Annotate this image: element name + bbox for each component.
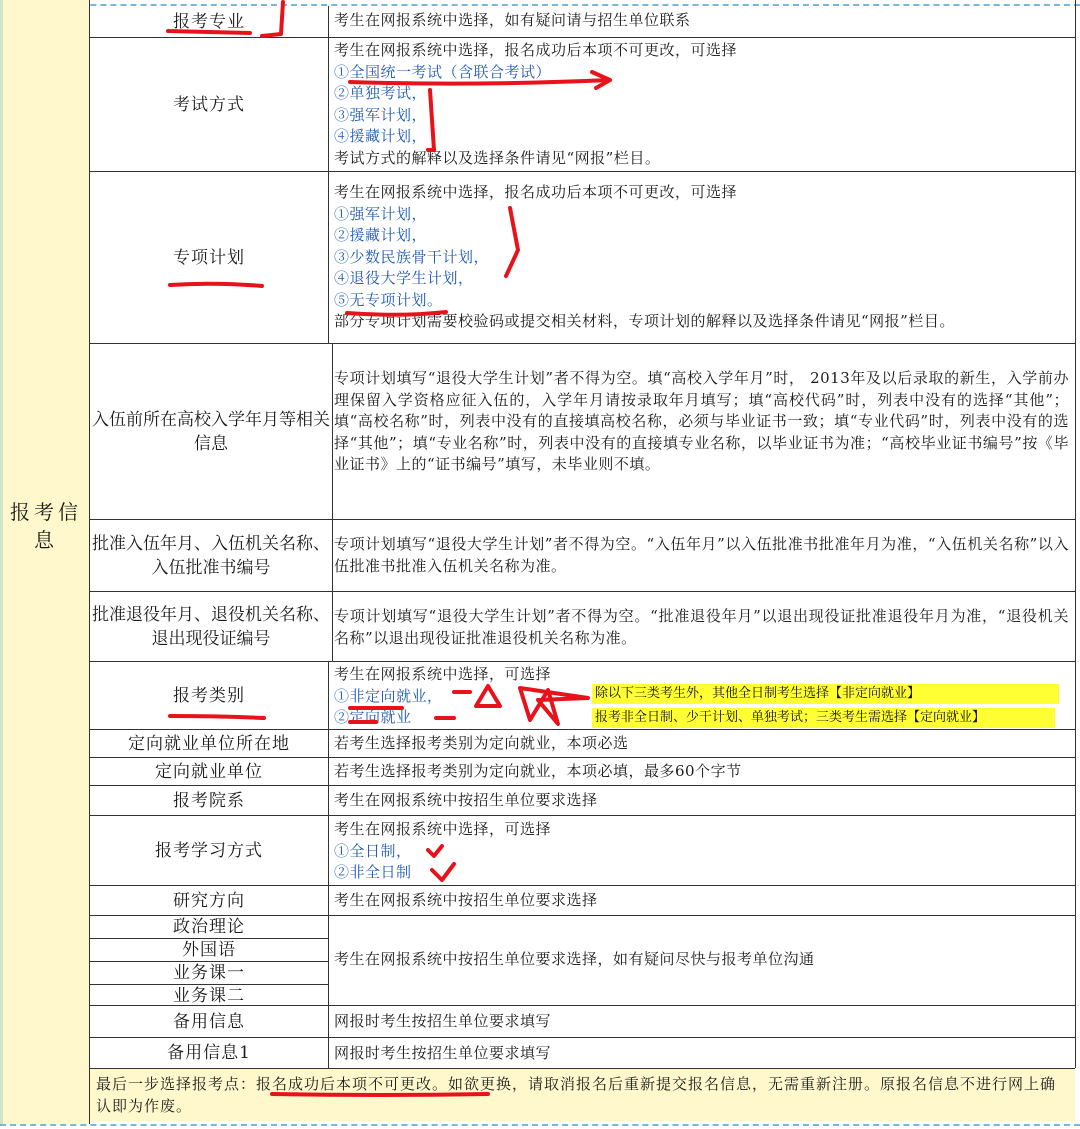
row-label: 定向就业单位所在地 bbox=[90, 730, 329, 757]
option-item: ②援藏计划， bbox=[334, 226, 428, 244]
subject-labels bbox=[90, 916, 329, 1005]
final-note: 最后一步选择报考点：报名成功后本项不可更改。如欲更换，请取消报名后重新提交报名信息，无需重新注册。原报名信息不进行网上确认即为作废。 bbox=[90, 1069, 1075, 1121]
side-label: 报考信息 bbox=[10, 500, 82, 552]
side-label-column bbox=[0, 0, 90, 1124]
row-content: 考生在网报系统中按招生单位要求选择 bbox=[334, 791, 598, 809]
option-item: ②非全日制 bbox=[334, 863, 412, 881]
option-item: ①非定向就业， bbox=[334, 686, 443, 705]
table-row-major bbox=[90, 6, 1075, 38]
table-row-research-direction bbox=[90, 886, 1075, 916]
row-content: 专项计划填写“退役大学生计划”者不得为空。“批准退役年月”以退出现役证批准退役年月为准，“退役机关名称”以退出现役证批准退役机关名称为准。 bbox=[334, 607, 1069, 647]
option-item: ④援藏计划， bbox=[334, 127, 428, 145]
subject-course-two: 业务课二 bbox=[173, 986, 245, 1006]
option-item: ②单独考试， bbox=[334, 84, 428, 102]
row-content: 网报时考生按招生单位要求填写 bbox=[334, 1044, 552, 1062]
table-row-department bbox=[90, 786, 1075, 816]
table-row-exam-method bbox=[90, 38, 1075, 172]
row-content: 考生在网报系统中选择，如有疑问请与招生单位联系 bbox=[334, 11, 691, 29]
table-row-directed-unit bbox=[90, 758, 1075, 786]
option-item: ②定向就业 bbox=[334, 708, 412, 726]
row-label: 备用信息1 bbox=[90, 1038, 329, 1068]
row-label: 报考专业 bbox=[90, 6, 329, 37]
row-label: 批准入伍年月、入伍机关名称、入伍批准书编号 bbox=[90, 520, 333, 591]
bottom-dashed-border bbox=[0, 1124, 1080, 1129]
table-row-special-plan bbox=[90, 172, 1075, 344]
subject-course-one: 业务课一 bbox=[90, 962, 328, 985]
option-item: ③强军计划， bbox=[334, 105, 428, 124]
row-content: 考生在网报系统中选择，报名成功后本项不可更改，可选择 ①全国统一考试（含联合考试） ②单独考试， ③强军计划， ④援藏计划， 考试方式的解释以及选择条件请见“网报”栏目。 bbox=[334, 38, 1069, 171]
table-row-directed-location bbox=[90, 730, 1075, 758]
row-content: 网报时考生按招生单位要求填写 bbox=[334, 1012, 552, 1030]
table-right-border bbox=[1075, 0, 1076, 1068]
option-item: ①全国统一考试（含联合考试） bbox=[334, 62, 552, 81]
option-item: ⑤无专项计划。 bbox=[334, 290, 443, 309]
row-content: 考生在网报系统中选择，可选择 ①全日制， ②非全日制 bbox=[334, 816, 1069, 885]
row-label: 批准退役年月、退役机关名称、退出现役证编号 bbox=[90, 592, 333, 661]
table-row-exam-subjects bbox=[90, 916, 1075, 1006]
row-label: 报考学习方式 bbox=[90, 816, 329, 885]
option-item: ①强军计划， bbox=[334, 204, 428, 223]
left-edge-strip bbox=[0, 0, 3, 1124]
table-row-enlistment bbox=[90, 520, 1075, 592]
subject-foreign-language: 外国语 bbox=[90, 939, 328, 962]
highlight-note: 除以下三类考生外，其他全日制考生选择【非定向就业】 bbox=[592, 684, 1059, 704]
row-label: 专项计划 bbox=[90, 172, 329, 343]
subject-politics: 政治理论 bbox=[90, 916, 328, 939]
row-label: 入伍前所在高校入学年月等相关信息 bbox=[90, 344, 333, 519]
table-row-study-mode bbox=[90, 816, 1075, 886]
option-item: ④退役大学生计划， bbox=[334, 269, 474, 287]
row-content: 若考生选择报考类别为定向就业，本项必填，最多60个字节 bbox=[334, 762, 742, 780]
option-item: ③少数民族骨干计划， bbox=[334, 247, 490, 266]
row-label: 报考院系 bbox=[90, 786, 329, 815]
row-label: 定向就业单位 bbox=[90, 758, 329, 785]
option-item: ①全日制， bbox=[334, 841, 412, 860]
row-content: 考生在网报系统中按招生单位要求选择 bbox=[334, 891, 598, 909]
row-label: 研究方向 bbox=[90, 886, 329, 915]
table-row-backup-info bbox=[90, 1006, 1075, 1038]
row-label: 备用信息 bbox=[90, 1006, 329, 1037]
row-content: 若考生选择报考类别为定向就业，本项必选 bbox=[334, 734, 629, 752]
row-label: 考试方式 bbox=[90, 38, 329, 171]
row-content: 考生在网报系统中选择，可选择 ①非定向就业， ②定向就业 bbox=[334, 662, 1069, 729]
row-label: 报考类别 bbox=[90, 662, 329, 729]
table-row-backup-info-1 bbox=[90, 1038, 1075, 1069]
row-content: 专项计划填写“退役大学生计划”者不得为空。“入伍年月”以入伍批准书批准年月为准，“入伍机关名称”以入伍批准书批准入伍机关名称为准。 bbox=[334, 535, 1069, 575]
row-content: 考生在网报系统中按招生单位要求选择，如有疑问尽快与报考单位沟通 bbox=[334, 950, 815, 968]
row-content: 专项计划填写“退役大学生计划”者不得为空。填“高校入学年月”时， 2013年及以后录取的新生，入学前办理保留入学资格应征入伍的，入学年月请按录取年月填写；填“高校代码”时，列表中没有的选择“其他”；填“高校名称”时，列表中没有的直接填高校名称，必须与毕业证书一致；填“专业代码”时，列表中没有的选择“其他”；填“专业名称”时，列表中没有的直接填专业名称，以毕业证书为准；“高校毕业证书编号”按《毕业证书》上的“证书编号”填写，未毕业则不填。 bbox=[334, 369, 1069, 473]
table-row-enrollment-info bbox=[90, 344, 1075, 520]
table-row-discharge bbox=[90, 592, 1075, 662]
row-content: 考生在网报系统中选择，报名成功后本项不可更改，可选择 ①强军计划， ②援藏计划， ③少数民族骨干计划， ④退役大学生计划， ⑤无专项计划。 部分专项计划需要校验码或提交相关材料，专项计划的解释以及选择条件请见“网报”栏目。 bbox=[334, 172, 1069, 343]
highlight-note: 报考非全日制、少干计划、单独考试；三类考生需选择【定向就业】 bbox=[592, 708, 1055, 728]
